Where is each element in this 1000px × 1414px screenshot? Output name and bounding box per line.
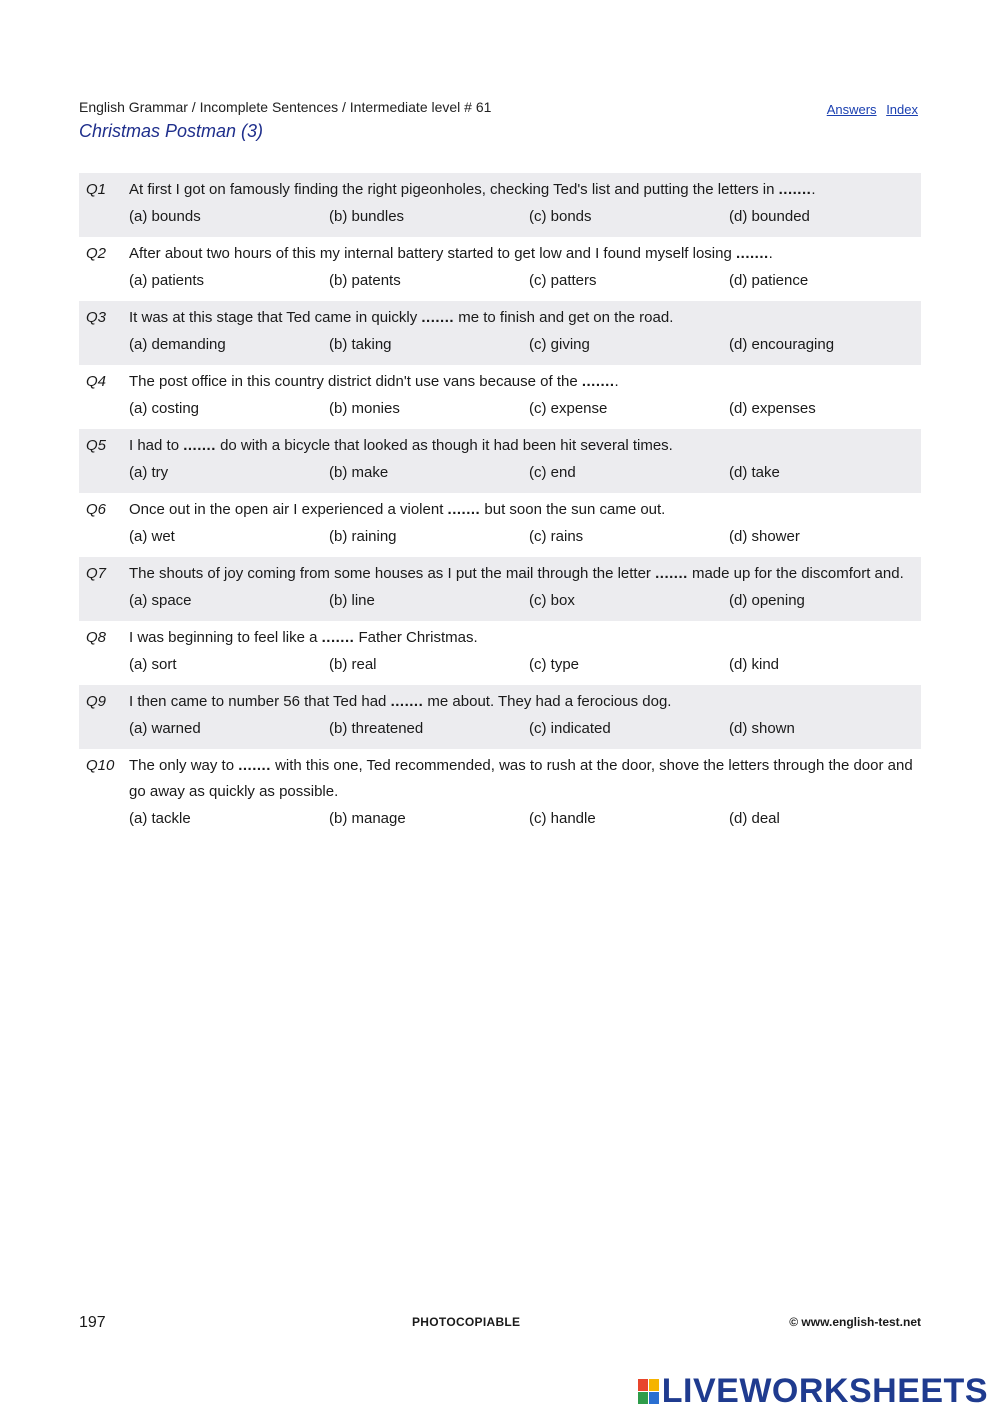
page-number: 197 bbox=[79, 1314, 106, 1331]
answer-option[interactable]: (a) space bbox=[129, 592, 192, 609]
answer-option[interactable]: (c) handle bbox=[529, 810, 596, 827]
answer-option[interactable]: (a) sort bbox=[129, 656, 177, 673]
answer-option[interactable]: (b) raining bbox=[329, 528, 397, 545]
question-text-before: The only way to bbox=[129, 757, 239, 774]
answer-blank: ....... bbox=[421, 309, 455, 326]
answer-options bbox=[129, 719, 929, 739]
question-row bbox=[79, 365, 921, 429]
question-text-before: The post office in this country district didn't use vans because of the bbox=[129, 373, 582, 390]
question-number: Q3 bbox=[86, 309, 107, 326]
answer-option[interactable]: (a) demanding bbox=[129, 336, 226, 353]
answer-options bbox=[129, 655, 929, 675]
answer-option[interactable]: (c) giving bbox=[529, 336, 590, 353]
question-number: Q4 bbox=[86, 373, 107, 390]
answer-blank: ....... bbox=[581, 373, 615, 390]
question-text bbox=[129, 241, 929, 267]
question-body bbox=[129, 437, 943, 485]
question-text-after: with this one, Ted recommended, was to rush at the door, shove the letters through the door and go away as quickly as possible. bbox=[129, 757, 913, 800]
answer-options bbox=[129, 271, 929, 291]
logo-square bbox=[638, 1379, 648, 1391]
question-row bbox=[79, 749, 921, 839]
answer-option[interactable]: (c) end bbox=[529, 464, 576, 481]
question-text bbox=[129, 497, 929, 523]
question-number: Q9 bbox=[86, 693, 107, 710]
brand-text: LIVEWORKSHEETS bbox=[661, 1372, 988, 1410]
question-text-after: me to finish and get on the road. bbox=[454, 309, 674, 326]
answer-blank: ....... bbox=[238, 757, 271, 774]
question-number: Q7 bbox=[86, 565, 107, 582]
answer-options bbox=[129, 335, 929, 355]
answer-option[interactable]: (a) tackle bbox=[129, 810, 191, 827]
answer-options bbox=[129, 463, 929, 483]
answer-options bbox=[129, 809, 929, 829]
question-body bbox=[129, 565, 943, 613]
answer-option[interactable]: (c) box bbox=[529, 592, 575, 609]
answer-option[interactable]: (d) kind bbox=[729, 656, 780, 673]
answer-option[interactable]: (d) shown bbox=[729, 720, 795, 737]
question-text-after: . bbox=[811, 181, 816, 198]
answer-option[interactable]: (d) patience bbox=[729, 272, 809, 289]
question-number: Q10 bbox=[86, 757, 115, 774]
logo-square bbox=[638, 1392, 648, 1404]
answer-blank: ....... bbox=[390, 693, 424, 710]
question-text bbox=[129, 177, 929, 203]
question-text-after: Father Christmas. bbox=[354, 629, 478, 646]
question-number: Q1 bbox=[86, 181, 107, 198]
answer-blank: ....... bbox=[321, 629, 355, 646]
question-row bbox=[79, 493, 921, 557]
answer-option[interactable]: (b) make bbox=[329, 464, 389, 481]
question-row bbox=[79, 429, 921, 493]
answer-option[interactable]: (c) rains bbox=[529, 528, 584, 545]
question-body bbox=[129, 693, 943, 741]
top-links bbox=[821, 102, 918, 117]
answer-options bbox=[129, 527, 929, 547]
question-text bbox=[129, 625, 929, 651]
answer-option[interactable]: (c) indicated bbox=[529, 720, 611, 737]
question-text bbox=[129, 689, 929, 715]
question-body bbox=[129, 373, 943, 421]
answer-option[interactable]: (a) patients bbox=[129, 272, 205, 289]
question-text-before: It was at this stage that Ted came in quickly bbox=[129, 309, 422, 326]
question-body bbox=[129, 629, 943, 677]
answer-option[interactable]: (b) bundles bbox=[329, 208, 405, 225]
answer-option[interactable]: (c) type bbox=[529, 656, 580, 673]
question-text bbox=[129, 305, 929, 331]
question-text-before: I was beginning to feel like a bbox=[129, 629, 322, 646]
copyright-notice: © www.english-test.net bbox=[789, 1315, 921, 1329]
answer-options bbox=[129, 591, 929, 611]
answer-option[interactable]: (b) manage bbox=[329, 810, 406, 827]
question-text bbox=[129, 561, 929, 587]
question-text-before: I had to bbox=[129, 437, 184, 454]
answer-blank: ....... bbox=[183, 437, 216, 454]
question-text bbox=[129, 753, 929, 805]
question-row bbox=[79, 301, 921, 365]
question-text-before: The shouts of joy coming from some houses as I put the mail through the letter bbox=[129, 565, 656, 582]
question-text-after: me about. They had a ferocious dog. bbox=[423, 693, 672, 710]
question-body bbox=[129, 501, 943, 549]
answers-link[interactable]: Answers bbox=[826, 102, 877, 117]
question-text-before: Once out in the open air I experienced a violent bbox=[129, 501, 448, 518]
question-text-before: At first I got on famously finding the right pigeonholes, checking Ted's list and putting the letters in bbox=[129, 181, 779, 198]
question-text-after: but soon the sun came out. bbox=[480, 501, 666, 518]
index-link[interactable]: Index bbox=[886, 102, 918, 117]
question-text-after: . bbox=[614, 373, 619, 390]
answer-option[interactable]: (b) real bbox=[329, 656, 377, 673]
answer-option[interactable]: (d) bounded bbox=[729, 208, 810, 225]
answer-option[interactable]: (d) deal bbox=[729, 810, 780, 827]
question-number: Q6 bbox=[86, 501, 107, 518]
question-text-after: do with a bicycle that looked as though it had been hit several times. bbox=[215, 437, 673, 454]
question-text-before: I then came to number 56 that Ted had bbox=[129, 693, 391, 710]
liveworksheets-brand bbox=[638, 1372, 988, 1411]
answer-options bbox=[129, 399, 929, 419]
question-body bbox=[129, 309, 943, 357]
photocopiable-label: PHOTOCOPIABLE bbox=[412, 1315, 521, 1329]
question-row bbox=[79, 173, 921, 237]
answer-option[interactable]: (d) shower bbox=[729, 528, 800, 545]
answer-option[interactable]: (a) bounds bbox=[129, 208, 201, 225]
question-text bbox=[129, 433, 929, 459]
question-row bbox=[79, 557, 921, 621]
question-row bbox=[79, 237, 921, 301]
answer-option[interactable]: (c) bonds bbox=[529, 208, 592, 225]
question-text-before: After about two hours of this my internal battery started to get low and I found myself losing bbox=[129, 245, 736, 262]
answer-blank: ....... bbox=[655, 565, 688, 582]
answer-option[interactable]: (a) wet bbox=[129, 528, 175, 545]
question-number: Q5 bbox=[86, 437, 107, 454]
question-body bbox=[129, 757, 943, 831]
answer-blank: ....... bbox=[778, 181, 812, 198]
answer-option[interactable]: (b) line bbox=[329, 592, 375, 609]
question-number: Q2 bbox=[86, 245, 107, 262]
answer-option[interactable]: (a) warned bbox=[129, 720, 201, 737]
answer-option[interactable]: (c) expense bbox=[529, 400, 608, 417]
answer-option[interactable]: (a) try bbox=[129, 464, 169, 481]
answer-option[interactable]: (b) threatened bbox=[329, 720, 424, 737]
answer-option[interactable]: (d) take bbox=[729, 464, 780, 481]
breadcrumb: English Grammar / Incomplete Sentences / Intermediate level # 61 bbox=[79, 99, 492, 115]
liveworksheets-logo-icon bbox=[638, 1379, 659, 1404]
answer-option[interactable]: (b) patents bbox=[329, 272, 401, 289]
logo-square bbox=[649, 1392, 659, 1404]
question-text-after: made up for the discomfort and. bbox=[687, 565, 904, 582]
answer-blank: ....... bbox=[735, 245, 769, 262]
answer-option[interactable]: (c) patters bbox=[529, 272, 597, 289]
question-list bbox=[79, 173, 921, 839]
question-row bbox=[79, 685, 921, 749]
question-text bbox=[129, 369, 929, 395]
answer-option[interactable]: (a) costing bbox=[129, 400, 200, 417]
answer-option[interactable]: (d) opening bbox=[729, 592, 805, 609]
question-body bbox=[129, 181, 943, 229]
answer-option[interactable]: (d) expenses bbox=[729, 400, 816, 417]
page-title: Christmas Postman (3) bbox=[79, 121, 264, 141]
question-number: Q8 bbox=[86, 629, 107, 646]
answer-option[interactable]: (d) encouraging bbox=[729, 336, 835, 353]
question-row bbox=[79, 621, 921, 685]
answer-blank: ....... bbox=[447, 501, 481, 518]
answer-option[interactable]: (b) taking bbox=[329, 336, 392, 353]
question-text-after: . bbox=[768, 245, 773, 262]
answer-options bbox=[129, 207, 929, 227]
answer-option[interactable]: (b) monies bbox=[329, 400, 400, 417]
question-body bbox=[129, 245, 943, 293]
logo-square bbox=[649, 1379, 659, 1391]
